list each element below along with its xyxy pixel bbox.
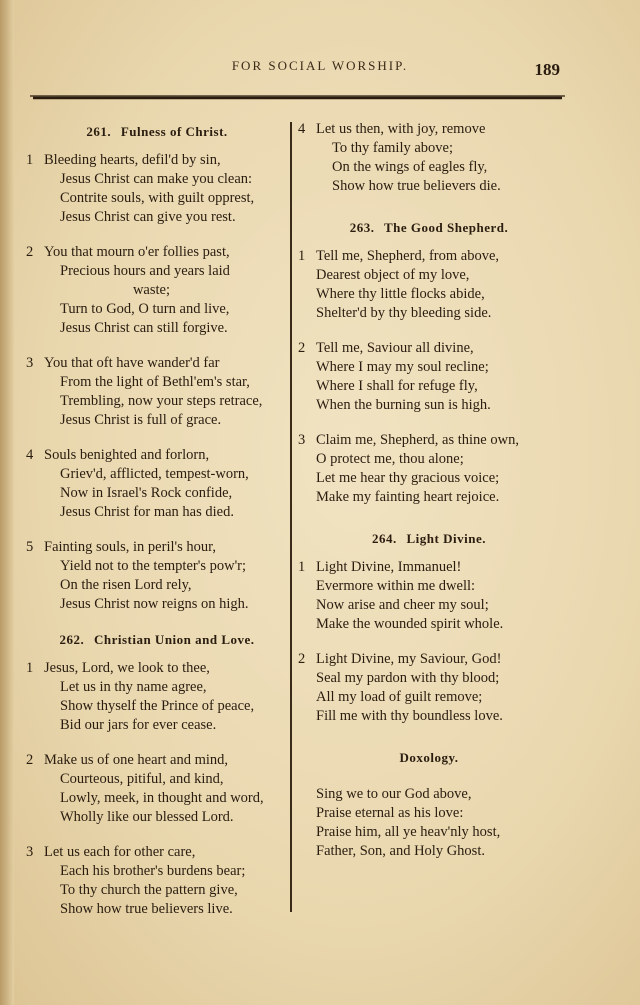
verse [298,247,560,323]
verse-number: 2 [26,244,34,260]
verse-line: Where I may my soul recline; [316,359,489,375]
verse-number: 1 [298,559,306,575]
verse-line: Make my fainting heart rejoice. [316,489,500,505]
verse-line: Make the wounded spirit whole. [316,616,504,632]
verse-number: 1 [26,660,34,676]
hymn-title [298,529,560,548]
verse-line: Yield not to the tempter's pow'r; [60,558,247,574]
hymn-number: 261. [86,124,112,139]
verse-line: Now arise and cheer my soul; [316,597,489,613]
verse-line: Show how true believers live. [60,901,233,917]
hymn-number: 262. [59,632,85,647]
verse-line: On the wings of eagles fly, [332,159,488,175]
verse [26,751,288,827]
verse-line: To thy family above; [332,140,453,156]
verse [26,538,288,614]
verse-line: O protect me, thou alone; [316,451,464,467]
verse [298,339,560,415]
verse-line: Sing we to our God above, [316,786,472,802]
verse-number: 3 [26,355,34,371]
verse-line: Tell me, Saviour all divine, [316,340,474,356]
verse-line: Jesus, Lord, we look to thee, [44,660,210,676]
verse-line: Show how true believers die. [332,178,501,194]
hymn-title-text: Christian Union and Love. [93,632,255,647]
verse-number: 5 [26,539,34,555]
verse-line: Let us each for other care, [44,844,196,860]
verse-line: You that oft have wander'd far [44,355,220,371]
verse-line: Show thyself the Prince of peace, [60,698,255,714]
verse-number: 4 [298,121,306,137]
verse-line: Courteous, pitiful, and kind, [60,771,224,787]
verse-line: Tell me, Shepherd, from above, [316,248,499,264]
verse-line: Shelter'd by thy bleeding side. [316,305,492,321]
verse-line: Father, Son, and Holy Ghost. [316,843,485,859]
verse-number: 1 [298,248,306,264]
verse-number: 3 [298,432,306,448]
verse-line: Bid our jars for ever cease. [60,717,217,733]
verse-line: Evermore within me dwell: [316,578,476,594]
hymn-title [26,122,288,141]
verse-line: Trembling, now your steps retrace, [60,393,263,409]
verse-line: Jesus Christ can make you clean: [60,171,253,187]
hymn-number: 264. [372,531,397,546]
verse-line: Let us then, with joy, remove [316,121,486,137]
verse-line: Light Divine, Immanuel! [316,559,462,575]
verse-line: Wholly like our blessed Lord. [60,809,234,825]
hymn-title-text: Light Divine. [406,531,486,546]
verse-line: When the burning sun is high. [316,397,491,413]
hymn-number: 263. [349,220,375,235]
page-number: 189 [534,60,560,79]
running-title: FOR SOCIAL WORSHIP. [231,58,409,73]
verse-line: On the risen Lord rely, [60,577,192,593]
verse-line: To thy church the pattern give, [60,882,238,898]
hymn-title-text: The Good Shepherd. [384,220,509,235]
header-rule [30,91,565,101]
hymn-title [26,630,288,649]
verse [26,151,288,227]
verse [26,843,288,919]
right-column [298,118,560,877]
verse-line: waste; [132,282,170,298]
verse [26,659,288,735]
verse [26,354,288,430]
verse-number: 4 [26,447,34,463]
verse-line: Make us of one heart and mind, [44,752,229,768]
page-binding-edge [0,0,14,1005]
verse-line: Fainting souls, in peril's hour, [44,539,217,555]
verse-line: Jesus Christ can give you rest. [60,209,236,225]
hymn-title [298,218,560,237]
verse [26,243,288,338]
verse-number: 1 [26,152,34,168]
verse-line: All my load of guilt remove; [316,689,483,705]
verse-line: Turn to God, O turn and live, [60,301,230,317]
verse-line: Let us in thy name agree, [60,679,207,695]
verse-line: Let me hear thy gracious voice; [316,470,500,486]
doxology-verse [298,785,560,861]
verse [298,431,560,507]
verse [26,446,288,522]
verse-line: Where thy little flocks abide, [316,286,485,302]
column-divider [290,122,292,912]
verse-line: You that mourn o'er follies past, [44,244,230,260]
verse-number: 2 [26,752,34,768]
verse-line: From the light of Bethl'em's star, [60,374,250,390]
verse-line: Jesus Christ can still forgive. [60,320,228,336]
verse-line: Jesus Christ for man has died. [60,504,234,520]
verse-number: 2 [298,651,306,667]
verse-line: Jesus Christ now reigns on high. [60,596,249,612]
verse-line: Souls benighted and forlorn, [44,447,210,463]
verse-line: Each his brother's burdens bear; [60,863,246,879]
verse-line: Fill me with thy boundless love. [316,708,503,724]
verse-line: Jesus Christ is full of grace. [60,412,222,428]
verse-line: Bleeding hearts, defil'd by sin, [44,152,221,168]
verse-line: Seal my pardon with thy blood; [316,670,500,686]
verse-line: Contrite souls, with guilt opprest, [60,190,255,206]
left-column [26,118,288,935]
verse-line: Where I shall for refuge fly, [316,378,478,394]
verse-line: Griev'd, afflicted, tempest-worn, [60,466,249,482]
verse-line: Precious hours and years laid [60,263,230,279]
verse-line: Dearest object of my love, [316,267,470,283]
verse [298,650,560,726]
verse [298,120,560,196]
verse-line: Light Divine, my Saviour, God! [316,651,502,667]
verse [298,558,560,634]
hymn-title-text: Fulness of Christ. [120,124,228,139]
verse-line: Praise him, all ye heav'nly host, [316,824,501,840]
verse-line: Claim me, Shepherd, as thine own, [316,432,519,448]
verse-line: Praise eternal as his love: [316,805,464,821]
verse-line: Now in Israel's Rock confide, [60,485,233,501]
verse-line: Lowly, meek, in thought and word, [60,790,264,806]
doxology-title: Doxology. [399,750,459,765]
verse-number: 2 [298,340,306,356]
verse-number: 3 [26,844,34,860]
